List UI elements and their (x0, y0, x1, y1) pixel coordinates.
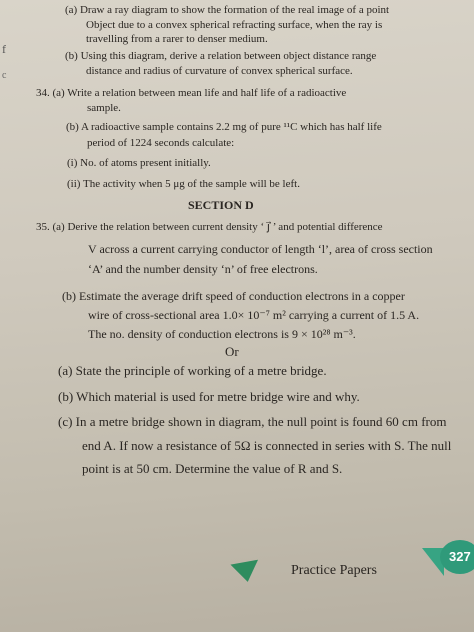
or-c-line-3: point is at 50 cm. Determine the value of R and S. (82, 461, 343, 476)
or-divider: Or (225, 344, 239, 359)
q33a-line-1: (a) Draw a ray diagram to show the formation of the real image of a point (65, 4, 390, 16)
q33b-line-2: distance and radius of curvature of convex spherical surface. (86, 65, 353, 77)
q34b-ii: (ii) The activity when 5 μg of the sample will be left. (67, 178, 300, 190)
footer-label: Practice Papers (291, 563, 377, 578)
q33a-line-2: Object due to a convex spherical refracting surface, when the ray is (86, 19, 383, 31)
q35a-line-3: ‘A’ and the number density ‘n’ of free electrons. (88, 262, 318, 276)
margin-mark-f: f (2, 42, 6, 56)
q35a-line-1: 35. (a) Derive the relation between current density ‘ j⃗ ’ and potential difference (36, 221, 383, 233)
q34a-line-1: 34. (a) Write a relation between mean life and half life of a radioactive (36, 87, 347, 99)
q34a-line-2: sample. (87, 102, 121, 114)
q33a-line-3: travelling from a rarer to denser medium. (86, 33, 268, 45)
q35b-line-2: wire of cross-sectional area 1.0× 10⁻⁷ m² carrying a current of 1.5 A. (88, 308, 420, 322)
leaf-icon (230, 560, 261, 585)
or-c-line-2: end A. If now a resistance of 5Ω is connected in series with S. The null (82, 438, 452, 453)
page-number: 327 (449, 549, 471, 564)
or-a: (a) State the principle of working of a metre bridge. (58, 363, 327, 378)
section-heading: SECTION D (188, 198, 254, 212)
margin-mark-c: c (2, 70, 7, 81)
or-c-line-1: (c) In a metre bridge shown in diagram, the null point is found 60 cm from (58, 414, 447, 429)
q35b-line-1: (b) Estimate the average drift speed of conduction electrons in a copper (62, 289, 405, 303)
q33b-line-1: (b) Using this diagram, derive a relation between object distance range (65, 50, 377, 62)
q35b-line-3: The no. density of conduction electrons is 9 × 10²⁸ m⁻³. (88, 327, 356, 341)
q34b-line-1: (b) A radioactive sample contains 2.2 mg of pure ¹¹C which has half life (66, 121, 382, 133)
q34b-i: (i) No. of atoms present initially. (67, 157, 211, 169)
or-b: (b) Which material is used for metre bridge wire and why. (58, 389, 360, 404)
q34b-line-2: period of 1224 seconds calculate: (87, 137, 235, 149)
q35a-line-2: V across a current carrying conductor of length ‘l’, area of cross section (88, 242, 433, 256)
